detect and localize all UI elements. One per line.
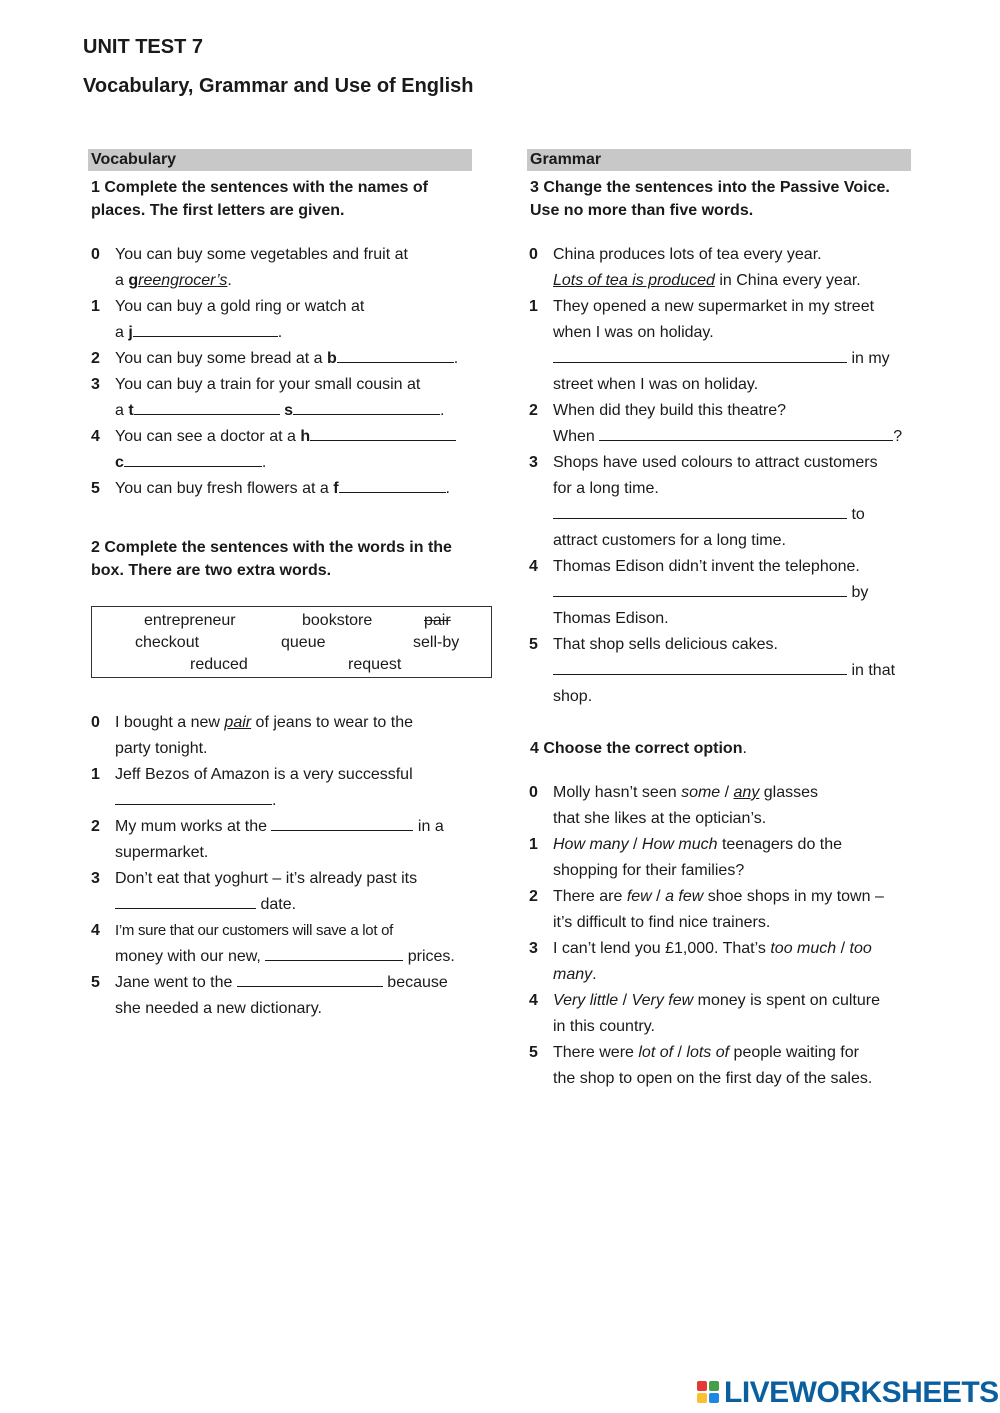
logo-square-red: [697, 1381, 707, 1391]
exercise-2-list: 0 I bought a new pair of jeans to wear to the party tonight. 1 Jeff Bezos of Amazon is a very successful . 2 My mum works at the in a supermarket. 3 Don’t eat that yoghurt – it’s already past its date. 4 I’m sure that our customers will save a lot of money with our new, prices. 5 Jane went to the because she needed a new dictionary.: [91, 710, 476, 1022]
list-item: 4 Thomas Edison didn’t invent the telephone.: [529, 558, 860, 575]
example-answer: reengrocer’s: [138, 272, 228, 289]
liveworksheets-logo-text: LIVEWORKSHEETS: [724, 1376, 999, 1409]
grammar-section-header: Grammar: [527, 149, 911, 171]
answer-blank[interactable]: [134, 399, 280, 415]
list-item: 5 You can buy fresh flowers at a f .: [91, 476, 476, 502]
option[interactable]: too much: [770, 940, 837, 957]
logo-square-blue: [709, 1393, 719, 1403]
liveworksheets-logo: [697, 1376, 999, 1410]
list-item: 0 You can buy some vegetables and fruit at: [91, 246, 408, 263]
logo-square-green: [709, 1381, 719, 1391]
answer-blank[interactable]: [115, 893, 256, 909]
answer-blank[interactable]: [310, 425, 456, 441]
option[interactable]: some: [681, 784, 721, 801]
option-selected[interactable]: any: [733, 784, 760, 801]
list-item: 1 You can buy a gold ring or watch at: [91, 298, 365, 315]
option[interactable]: Very few: [631, 992, 694, 1009]
vocabulary-section-header: Vocabulary: [88, 149, 472, 171]
word-box-item: request: [348, 656, 402, 673]
word-box-item: reduced: [190, 656, 248, 673]
example-answer: Lots of tea is produced: [553, 272, 715, 289]
exercise-4-instructions: 4 Choose the correct option.: [530, 740, 747, 757]
list-item: 1 They opened a new supermarket in my street: [529, 298, 875, 315]
option[interactable]: Very little: [553, 992, 619, 1009]
exercise-3-list: 0 China produces lots of tea every year. Lots of tea is produced in China every year. 1 They opened a new supermarket in my street when I was on holiday. in my street when I was on holiday. 2 When did they build this theatre? When ? 3 Shops have used colours to attract customers for a long time. to attract customers for a long time. 4 Thomas Edison didn’t invent the telephone. by Thomas Edison. 5 That shop sells delicious cakes. in that shop.: [529, 242, 919, 710]
answer-blank[interactable]: [553, 347, 847, 363]
word-box-item: checkout: [135, 634, 200, 651]
answer-blank[interactable]: [133, 321, 278, 337]
liveworksheets-logo-icon: [697, 1381, 721, 1405]
answer-blank[interactable]: [237, 971, 383, 987]
answer-blank[interactable]: [124, 451, 262, 467]
option[interactable]: too: [849, 940, 872, 957]
answer-blank[interactable]: [271, 815, 413, 831]
answer-blank[interactable]: [553, 581, 847, 597]
exercise-4-list: 0 Molly hasn’t seen some / any glasses that she likes at the optician’s. 1 How many / How much teenagers do the shopping for their families? 2 There are few / a few shoe shops in my town – it’s difficult to find nice trainers. 3 I can’t lend you £1,000. That’s too much / too many. 4 Very little / Very few money is spent on culture in this country. 5 There were lot of / lots of people waiting for the shop to open on the first day of the sales.: [529, 780, 919, 1092]
list-item: 3 I can’t lend you £1,000. That’s too much / too: [529, 940, 872, 957]
word-box-item: sell-by: [413, 634, 460, 651]
list-item: 0 China produces lots of tea every year.: [529, 246, 822, 263]
list-item: 0 I bought a new pair of jeans to wear to the: [91, 714, 413, 731]
answer-blank[interactable]: [293, 399, 440, 415]
option[interactable]: few: [626, 888, 652, 905]
answer-blank[interactable]: [553, 503, 847, 519]
exercise-1-list: 0 You can buy some vegetables and fruit at a greengrocer’s. 1 You can buy a gold ring or watch at a j . 2 You can buy some bread at a b . 3 You can buy a train for your small cousin at a t s . 4 You can see a doctor at a h c . 5 You can buy fresh flowers at a f .: [91, 242, 476, 502]
page-subtitle: Vocabulary, Grammar and Use of English: [83, 75, 474, 97]
answer-blank[interactable]: [339, 477, 446, 493]
list-item: 5 There were lot of / lots of people waiting for: [529, 1044, 859, 1061]
example-answer: pair: [224, 714, 252, 731]
list-item: 4 I’m sure that our customers will save a lot of: [91, 922, 393, 939]
answer-blank[interactable]: [337, 347, 454, 363]
exercise-2-instructions: 2 Complete the sentences with the words in the box. There are two extra words.: [91, 539, 452, 579]
exercise-1-instructions: 1 Complete the sentences with the names of places. The first letters are given.: [91, 179, 428, 219]
logo-square-yellow: [697, 1393, 707, 1403]
answer-blank[interactable]: [599, 425, 893, 441]
list-item: 5 Jane went to the because: [91, 970, 476, 996]
list-item: 2 There are few / a few shoe shops in my town –: [529, 888, 884, 905]
word-box-item: queue: [281, 634, 326, 651]
list-item: 4 You can see a doctor at a h: [91, 424, 476, 450]
option[interactable]: How many: [553, 836, 629, 853]
list-item: 3 Don’t eat that yoghurt – it’s already past its: [91, 870, 418, 887]
option[interactable]: How much: [641, 836, 718, 853]
option[interactable]: lot of: [638, 1044, 674, 1061]
list-item: 1 How many / How much teenagers do the: [529, 836, 843, 853]
word-box-item-crossed: pair: [424, 612, 451, 629]
answer-blank[interactable]: [265, 945, 403, 961]
list-item: 2 You can buy some bread at a b .: [91, 346, 476, 372]
option[interactable]: lots of: [686, 1044, 730, 1061]
exercise-3-instructions: 3 Change the sentences into the Passive Voice. Use no more than five words.: [530, 179, 890, 219]
option[interactable]: a few: [665, 888, 704, 905]
option[interactable]: many: [553, 966, 593, 983]
word-box: [91, 606, 492, 678]
list-item: 1 Jeff Bezos of Amazon is a very successful: [91, 766, 413, 783]
list-item: 2 When did they build this theatre?: [529, 402, 787, 419]
list-item: 3 You can buy a train for your small cousin at: [91, 376, 421, 393]
unit-title: UNIT TEST 7: [83, 36, 204, 58]
word-box-item: bookstore: [302, 612, 373, 629]
answer-blank[interactable]: [553, 659, 847, 675]
list-item: 2 My mum works at the in a: [91, 814, 476, 840]
list-item: 4 Very little / Very few money is spent on culture: [529, 992, 880, 1009]
word-box-item: entrepreneur: [144, 612, 236, 629]
list-item: 0 Molly hasn’t seen some / any glasses: [529, 784, 819, 801]
list-item: 5 That shop sells delicious cakes.: [529, 636, 778, 653]
answer-blank[interactable]: [115, 789, 272, 805]
list-item: 3 Shops have used colours to attract customers: [529, 454, 878, 471]
